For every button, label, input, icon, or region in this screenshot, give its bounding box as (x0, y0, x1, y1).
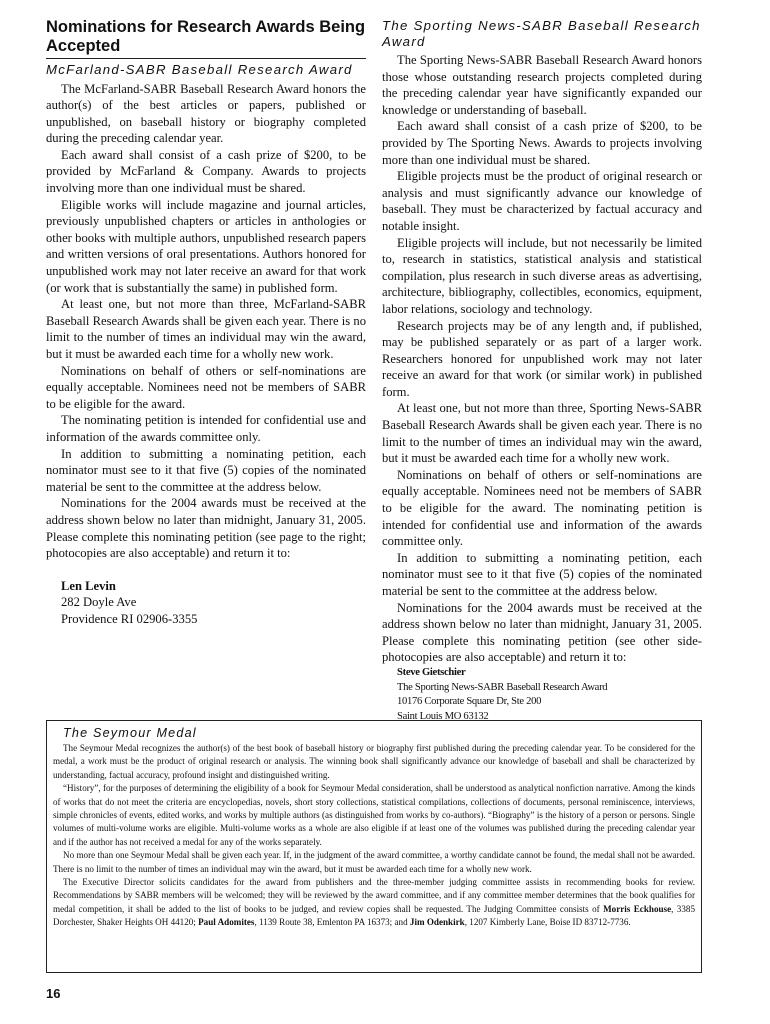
paragraph: Each award shall consist of a cash prize of $200, to be provided by McFarland & Company. Awards to projects involving more than one individual must be shared. (46, 147, 366, 196)
address-line: The Sporting News-SABR Baseball Research Award (397, 681, 608, 693)
address-line: Saint Louis MO 63132 (397, 710, 489, 722)
seymour-medal-box (46, 720, 702, 973)
sporting-news-award-heading: The Sporting News-SABR Baseball Research Award (382, 18, 701, 49)
paragraph: The Seymour Medal recognizes the author(s) of the best book of baseball history or biography first published during the preceding calendar year. To be considered for the medal, a work must be the product of original research or analysis. The winning book shall significantly advance our knowledge of baseball and shall be characterized by understanding, factual accuracy, profound insight and distinguished writing. (53, 743, 695, 780)
mcfarland-mailing-address (46, 578, 366, 628)
address-name: Steve Gietschier (397, 666, 466, 678)
paragraph (53, 876, 695, 930)
judge-name: Paul Adomites (198, 917, 255, 928)
paragraph: Eligible projects must be the product of original research or analysis and must significantly advance our knowledge of baseball. They must be characterized by factual accuracy and notable insight. (382, 169, 702, 233)
paragraph: At least one, but not more than three, Sporting News-SABR Baseball Research Awards shall be given each year. There is no limit to the number of times an individual may win the award, but it must be awarded each time for a wholly new work. (382, 401, 702, 466)
mcfarland-award-heading: McFarland-SABR Baseball Research Award (46, 62, 353, 77)
paragraph-text: The Executive Director solicits candidates for the award from publishers and the three-member judging committee assists in recommending books for review. Recommendations by SABR members will be welcomed; they will be reviewed by the award committee, and if any committee member determines that the book qualifies for medal competition, it shall be added to the list of books to be judged, and review copies shall be requested. The Judging Committee consists of (53, 877, 695, 914)
page-title: Nominations for Research Awards Being Accepted (46, 18, 366, 59)
mcfarland-award-body (46, 81, 366, 562)
paragraph: Nominations for the 2004 awards must be received at the address shown below no later than midnight, January 31, 2005. Please complete this nominating petition (see page to the right; photocopies are also acceptable) and return it to: (46, 496, 366, 561)
judge-name: Jim Odenkirk (409, 917, 465, 928)
paragraph: Each award shall consist of a cash prize of $200, to be provided by The Sporting News. Awards to projects involving more than one individual must be shared. (382, 119, 702, 167)
paragraph: The nominating petition is intended for confidential use and information of the awards committee only. (46, 413, 366, 444)
seymour-medal-body (53, 742, 695, 930)
paragraph: The McFarland-SABR Baseball Research Award honors the author(s) of the best articles or papers, published or unpublished, on baseball history or biography completed during the preceding calendar year. (46, 81, 366, 146)
paragraph: In addition to submitting a nominating petition, each nominator must see to it that five (5) copies of the nominated material be sent to the committee at the address below. (382, 550, 702, 598)
paragraph: Eligible works will include magazine and journal articles, previously unpublished chapters or articles in anthologies or other books with multiple authors, unpublished research papers and written versions of oral presentations. Authors honored for unpublished work may not later receive an award for that work (or work that is substantially the same) in published form. (46, 197, 366, 295)
paragraph: Research projects may be of any length and, if published, may be published separately or as part of a larger work. Researchers honored for unpublished work may not later receive an award for that work (or similar work) in published form. (382, 318, 702, 399)
page-number: 16 (46, 986, 61, 1001)
judge-address: , 1207 Kimberly Lane, Boise ID 83712-7736. (464, 917, 631, 928)
paragraph: In addition to submitting a nominating petition, each nominator must see to it that five (5) copies of the nominated material be sent to the committee at the address below. (46, 446, 366, 494)
address-line: Providence RI 02906-3355 (61, 611, 198, 626)
judge-name: Morris Eckhouse (603, 903, 672, 914)
paragraph: At least one, but not more than three, McFarland-SABR Baseball Research Awards shall be given each year. There is no limit to the number of times an individual may win the award, but it must be awarded each time for a wholly new work. (46, 297, 366, 361)
seymour-medal-heading: The Seymour Medal (63, 726, 197, 740)
paragraph: The Sporting News-SABR Baseball Research Award honors those whose outstanding research projects completed during the preceding calendar year have significantly expanded our knowledge or understanding of baseball. (382, 53, 702, 117)
left-column (46, 18, 366, 628)
address-name: Len Levin (61, 578, 116, 593)
sporting-news-mailing-address (382, 666, 702, 724)
sporting-news-award-body (382, 52, 702, 666)
paragraph: No more than one Seymour Medal shall be given each year. If, in the judgment of the award committee, a worthy candidate cannot be found, the medal shall not be awarded. There is no limit to the number of times an individual may win the award, but it must be awarded each time for a wholly new work. (53, 850, 695, 874)
judge-address: , 3385 Dorchester, Shaker Heights OH 44120; (53, 903, 695, 928)
paragraph: “History”, for the purposes of determining the eligibility of a book for Seymour Medal consideration, shall be understood as analytical nonfiction narrative. Among the kinds of works that do not meet the criteria are encyclopedias, novels, short story collections, statistical compilations, collections of documents, personal reminiscence, interviews, simple chronicles of events, edited works, and works by multiple authors (as distinguished from works by co-authors). “Biography” is the history of a person or persons. Single volumes of multi-volume works are eligible. Multi-volume works as a whole are also eligible if at least one of the volumes was published during the preceding calendar year and if the author has not received a medal for any of the works separately. (53, 783, 695, 847)
paragraph: Nominations on behalf of others or self-nominations are equally acceptable. Nominees need not be members of SABR to be eligible for the award. (46, 363, 366, 411)
paragraph: Nominations for the 2004 awards must be received at the address shown below no later than midnight, January 31, 2005. Please complete this nominating petition (see other side-photocopies are also acceptable) and return it to: (382, 600, 702, 665)
paragraph: Eligible projects will include, but not necessarily be limited to, research in statistics, statistical analysis and statistical compilation, plus research in such diverse areas as advertising, architecture, bibliography, collectibles, economics, equipment, labor relations, sociology and technology. (382, 235, 702, 316)
paragraph: Nominations on behalf of others or self-nominations are equally acceptable. Nominees need not be members of SABR to be eligible for the award. The nominating petition is intended for confidential use and information of the awards committee only. (382, 467, 702, 549)
judge-address: , 1139 Route 38, Emlenton PA 16373; and (254, 917, 410, 928)
right-column (382, 18, 702, 724)
address-line: 10176 Corporate Square Dr, Ste 200 (397, 696, 542, 708)
address-line: 282 Doyle Ave (61, 595, 137, 610)
